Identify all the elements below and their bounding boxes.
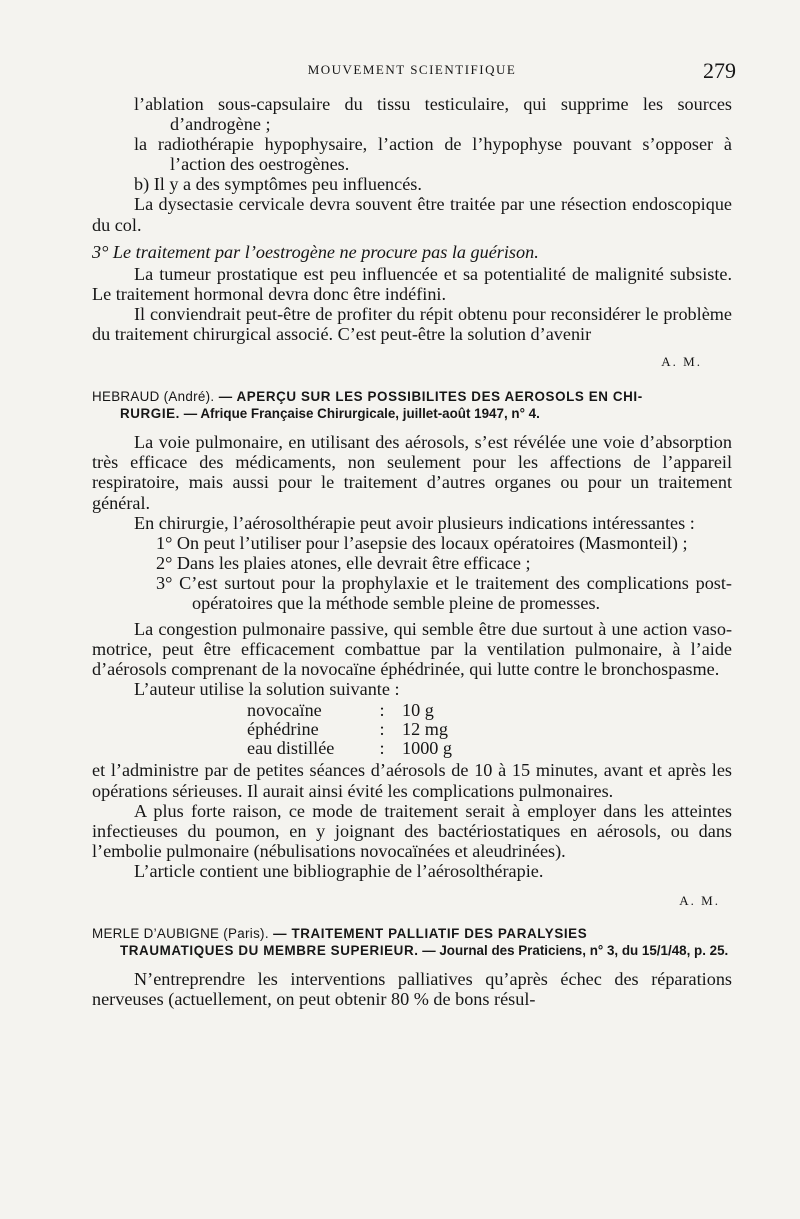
body-paragraph: et l’administre par de petites séances d’aérosols de 10 à 15 minutes, avant et après les opérations sérieuses. Il aurait ainsi évité les complications pulmonaires.: [92, 760, 732, 801]
formula-ingredient: eau distillée: [247, 738, 335, 759]
page-number: 279: [703, 58, 736, 83]
formula-row: [247, 701, 732, 720]
body-paragraph: N’entreprendre les interventions palliatives qu’après échec des réparations nerveuses (actuellement, on peut obtenir 80 % de bons résul-: [92, 969, 732, 1010]
article-source: — Afrique Française Chirurgicale, juillet-août 1947, n° 4.: [180, 406, 540, 422]
page: [92, 58, 736, 1010]
formula-separator: :: [379, 700, 385, 721]
body-paragraph: En chirurgie, l’aérosolthérapie peut avoir plusieurs indications intéressantes :: [134, 512, 695, 533]
article-heading: [92, 388, 732, 422]
article-title: — TRAITEMENT PALLIATIF DES PARALYSIES: [268, 926, 588, 942]
body-paragraph: La dysectasie cervicale devra souvent être traitée par une résection endoscopique du col.: [92, 194, 732, 235]
formula-ingredient: éphédrine: [247, 719, 319, 740]
list-item: 2° Dans les plaies atones, elle devrait être efficace ;: [156, 552, 531, 573]
formula-row: [247, 720, 732, 739]
section-heading: 3° Le traitement par l’oestrogène ne procure pas la guérison.: [92, 241, 539, 262]
signature: A. M.: [679, 893, 720, 908]
article-heading: [92, 925, 732, 959]
body-paragraph: A plus forte raison, ce mode de traitement serait à employer dans les atteintes infectieuses du poumon, en y joignant des bactériostatiques en aérosols, ou dans l’embolie pulmonaire (nébulisations novocaïnées et aleudrinées).: [92, 800, 732, 861]
article-title-cont-line: [92, 405, 732, 422]
body-paragraph: La voie pulmonaire, en utilisant des aérosols, s’est révélée une voie d’absorption très efficace des médicaments, non seulement pour les affections de l’appareil respiratoire, mais aussi pour le traitement d’autres organes ou pour un traitement général.: [92, 432, 732, 513]
formula-quantity: 1000 g: [402, 738, 453, 759]
running-title: MOUVEMENT SCIENTIFIQUE: [307, 62, 517, 77]
article-title-cont: RURGIE.: [120, 406, 180, 422]
formula-table: [247, 701, 732, 758]
body-line: la radiothérapie hypophysaire, l’action de l’hypophyse pouvant s’opposer à l’action des oestrogènes.: [134, 134, 732, 175]
body-paragraph: Il conviendrait peut-être de profiter du répit obtenu pour reconsidérer le problème du traitement chirurgical associé. C’est peut-être la solution d’avenir: [92, 303, 732, 345]
formula-separator: :: [379, 719, 385, 740]
list-item: 1° On peut l’utiliser pour l’asepsie des locaux opératoires (Masmonteil) ;: [156, 532, 688, 553]
formula-row: [247, 739, 732, 758]
article-title-cont: TRAUMATIQUES DU MEMBRE SUPERIEUR.: [120, 943, 419, 959]
formula-quantity: 10 g: [402, 700, 434, 721]
body-paragraph: La tumeur prostatique est peu influencée et sa potentialité de malignité subsiste. Le traitement hormonal devra donc être indéfini.: [92, 263, 732, 304]
formula-separator: :: [379, 738, 385, 759]
running-head: [92, 58, 736, 94]
formula-quantity: 12 mg: [402, 719, 448, 740]
body-paragraph: L’article contient une bibliographie de l’aérosolthérapie.: [134, 860, 544, 881]
article-title: — APERÇU SUR LES POSSIBILITES DES AEROSOLS EN CHI-: [214, 389, 643, 405]
list-item: 3° C’est surtout pour la prophylaxie et le traitement des complications post-opératoires que la méthode semble pleine de promesses.: [156, 572, 732, 613]
article-source: — Journal des Praticiens, n° 3, du 15/1/48, p. 25.: [418, 943, 729, 959]
article-author: MERLE D’AUBIGNE (Paris).: [92, 926, 269, 942]
article-title-cont-line: [92, 942, 732, 959]
body-paragraph: L’auteur utilise la solution suivante :: [134, 679, 400, 700]
formula-ingredient: novocaïne: [247, 700, 322, 721]
article-author: HEBRAUD (André).: [92, 389, 215, 405]
signature: A. M.: [661, 354, 702, 370]
body-line: b) Il y a des symptômes peu influencés.: [134, 174, 422, 195]
body-paragraph: La congestion pulmonaire passive, qui semble être due surtout à une action vaso-motrice, peut être efficacement combattue par la ventilation pulmonaire, à l’aide d’aérosols comprenant de la novocaïne éphédrinée, qui lutte contre le bronchospasme.: [92, 619, 732, 680]
body-line: l’ablation sous-capsulaire du tissu testiculaire, qui supprime les sources d’androgène ;: [134, 94, 732, 135]
